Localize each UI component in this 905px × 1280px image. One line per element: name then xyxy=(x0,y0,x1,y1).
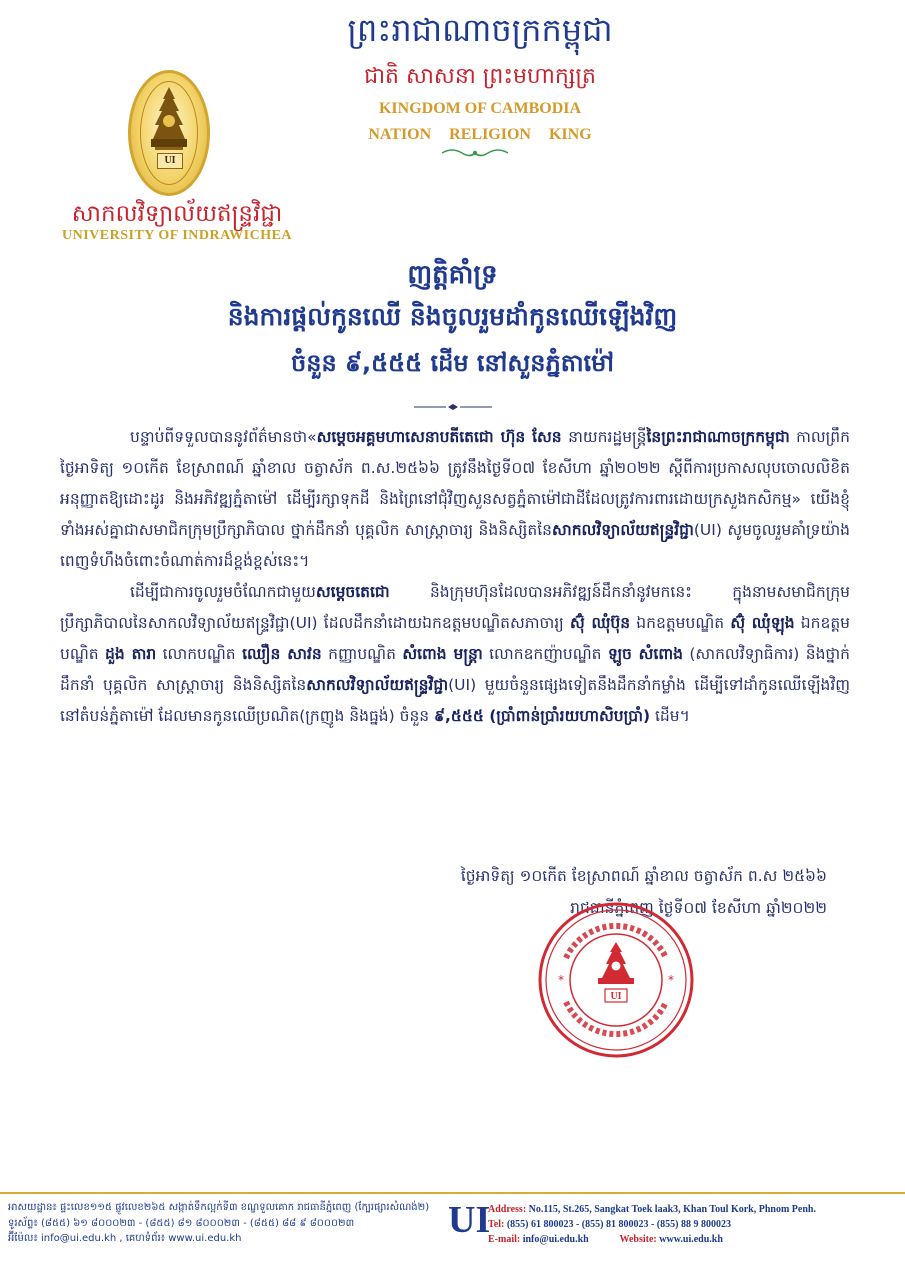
footer-email-label: E-mail: xyxy=(488,1234,521,1245)
seal-ui-tag: UI xyxy=(610,991,622,1002)
emphasis-text: ឈឿន សាវន xyxy=(242,645,322,663)
ornament-divider-icon xyxy=(440,146,510,160)
footer-web-khmer-label: គេហទំព័រ៖ xyxy=(125,1233,166,1244)
logo-ui-tag: UI xyxy=(157,153,183,169)
temple-emblem-icon xyxy=(131,73,207,193)
body-text: ដើម។ xyxy=(650,707,690,725)
body-text: បន្ទាប់ពីទទួលបាននូវព័ត៌មានថា« xyxy=(130,428,317,446)
body-text: កញ្ញាបណ្ឌិត xyxy=(321,645,403,663)
kingdom-title-english: KINGDOM OF CAMBODIA xyxy=(378,100,582,117)
body-text: លោកបណ្ឌិត xyxy=(156,645,243,663)
emphasis-text: សំពោង មន្ត្រា xyxy=(402,645,483,663)
footer-email-khmer-label: អ៊ីម៉ែល៖ xyxy=(8,1233,38,1244)
university-logo xyxy=(128,70,210,196)
footer-tel-english: (855) 61 800023 - (855) 81 800023 - (855) 88 9 800023 xyxy=(506,1219,731,1230)
date-lunar: ថ្ងៃអាទិត្យ ១០កើត ខែស្រាពណ៍ ឆ្នាំខាល ចត្វាស័ក ព.ស ២៥៦៦ xyxy=(460,867,827,885)
motto-english: NATION RELIGION KING xyxy=(368,126,592,143)
footer-rule xyxy=(0,1192,905,1194)
footer-address-khmer: អាសយដ្ឋាន៖ ផ្ទះលេខ១១៥ ផ្លូវលេខ២៦៥ សង្កាត់ទឹកល្អក់ទី៣ ខណ្ឌទួលគោក រាជធានីភ្នំពេញ (ក្បែរផ្សារសំណង់២) xyxy=(8,1202,430,1213)
emphasis-text: សម្តេចអគ្គមហាសេនាបតីតេជោ ហ៊ុន សែន xyxy=(316,428,562,446)
emphasis-text: ដួង តារា xyxy=(105,645,157,663)
footer-english xyxy=(488,1202,898,1247)
emphasis-text: នៃព្រះរាជាណាចក្រកម្ពុជា xyxy=(646,428,790,446)
university-name-khmer: សាកលវិទ្យាល័យឥន្ទ្រវិជ្ជា xyxy=(71,201,283,227)
title-line-3: ចំនួន ៩,៥៥៥ ដើម នៅសួនភ្នំតាម៉ៅ xyxy=(290,349,615,377)
body-text: លោកឧកញ៉ាបណ្ឌិត xyxy=(482,645,608,663)
university-seal-icon xyxy=(536,900,696,1060)
footer-khmer xyxy=(8,1200,448,1247)
title-line-1: ញត្តិគាំទ្រ xyxy=(407,260,498,290)
emphasis-text: សាកលវិទ្យាល័យឥន្ទ្រវិជ្ជា xyxy=(306,676,449,694)
svg-text:*: * xyxy=(558,973,564,987)
footer-address-label: Address: xyxy=(488,1204,527,1215)
body-text: (UI) មួយចំនួនផ្សេងទៀតនឹងដឹកនាំកម្លាំង ដើម្បីទៅដាំកូនឈើឡើងវិញនៅតំបន់ភ្នំតាម៉ៅ ដែលមានកូនឈើប្រណិត(ក្រញូង និងធ្នង់) ចំនួន xyxy=(60,676,851,725)
letter-body xyxy=(60,422,850,732)
footer-contact-khmer-row: អ៊ីម៉ែល៖ info@ui.edu.kh , គេហទំព័រ៖ www.ui.edu.kh xyxy=(8,1233,242,1244)
footer-address-english: No.115, St.265, Sangkat Toek laak3, Khan Toul Kork, Phnom Penh. xyxy=(528,1204,816,1215)
body-text: (សាកលវិទ្យាធិការ) និងថ្នាក់ដឹកនាំ បុគ្គលិក សាស្ត្រាចារ្យ និងនិស្សិតនៃ xyxy=(60,645,851,694)
body-text: ឯកឧត្តមបណ្ឌិត xyxy=(630,614,731,632)
motto-khmer: ជាតិ សាសនា ព្រះមហាក្សត្រ xyxy=(364,64,596,89)
footer-email-khmer[interactable]: info@ui.edu.kh xyxy=(40,1233,117,1244)
paragraph-2 xyxy=(60,577,850,732)
footer-phone-khmer-label: ទូរស័ព្ទ៖ xyxy=(8,1217,38,1229)
footer-phone-khmer: (៨៥៥) ៦១ ៨០០០២៣ - (៨៥៥) ៨១ ៨០០០២៣ - (៨៥៥) ៨៨ ៩ ៨០០០២៣ xyxy=(40,1217,355,1229)
paragraph-1 xyxy=(60,422,850,577)
body-text: និងក្រុមហ៊ុនដែលបានអភិវឌ្ឍន៍ដឹកនាំនូវមកនេះ ក្នុងនាមសមាជិកក្រុមប្រឹក្សាភិបាលនៃសាកលវិទ្យាល័យឥន្ទ្រវិជ្ជា(UI) ដែលដឹកនាំដោយឯកឧត្តមបណ្ឌិតសភាចារ្យ xyxy=(60,583,850,632)
footer-website-label: Website: xyxy=(619,1234,657,1245)
footer-website-english[interactable]: www.ui.edu.kh xyxy=(659,1234,723,1245)
emphasis-text: សម្តេចតេជោ xyxy=(315,583,390,601)
footer-address-row xyxy=(488,1202,898,1217)
body-text: ឯកឧត្តមបណ្ឌិត xyxy=(60,614,851,663)
body-text: កាលព្រឹកថ្ងៃអាទិត្យ ១០កើត ខែស្រាពណ៍ ឆ្នាំខាល ចត្វាស័ក ព.ស.២៥៦៦ ត្រូវនឹងថ្ងៃទី០៧ ខែសីហា ឆ្នាំ២០២២ ស្តីពីការប្រកាសលុបចោលលិខិតអនុញ្ញាតឱ្យដោះដូរ និងអភិវឌ្ឍភ្នំតាម៉ៅ ដើម្បីរក្សាទុកដី និងព្រៃនៅជុំវិញសួនសត្វភ្នំតាម៉ៅជាដីដែលត្រូវការពារដោយក្រសួងកសិកម្ម» យើងខ្ញុំទាំងអស់គ្នាជាសមាជិកក្រុមប្រឹក្សាភិបាល ថ្នាក់ដឹកនាំ បុគ្គលិក សាស្ត្រាចារ្យ និងនិស្សិតនៃ xyxy=(60,428,850,539)
emphasis-text: ៩,៥៥៥ (ប្រាំពាន់ប្រាំរយហាសិបប្រាំ) xyxy=(434,707,651,725)
footer-ui-logo: UI xyxy=(448,1199,491,1241)
emphasis-text: សាកលវិទ្យាល័យឥន្ទ្រវិជ្ជា xyxy=(552,521,694,539)
footer-phone-khmer-row xyxy=(8,1216,448,1232)
title-line-2: និងការផ្តល់កូនឈើ និងចូលរួមដាំកូនឈើឡើងវិញ xyxy=(227,302,678,331)
title-divider-icon xyxy=(412,402,494,412)
body-text: ដើម្បីជាការចូលរួមចំណែកជាមួយ xyxy=(130,583,316,601)
body-text: (UI) សូមចូលរួមគាំទ្រយ៉ាងពេញទំហឹងចំពោះចំណាត់ការដ៏ខ្ពង់ខ្ពស់នេះ។ xyxy=(60,521,850,570)
emphasis-text: ឡូច សំពោង xyxy=(607,645,683,663)
footer-tel-label: Tel: xyxy=(488,1219,505,1230)
footer-tel-row xyxy=(488,1217,898,1232)
emphasis-text: ស៊ុំ ឈុំប៊ុន xyxy=(570,614,631,632)
svg-text:*: * xyxy=(668,973,674,987)
emphasis-text: ស៊ុំ ឈុំឡុង xyxy=(730,614,795,632)
footer-email-web-row xyxy=(488,1232,898,1247)
footer-web-khmer[interactable]: www.ui.edu.kh xyxy=(168,1233,242,1244)
university-name-english: UNIVERSITY OF INDRAWICHEA xyxy=(62,228,293,243)
kingdom-title-khmer: ព្រះរាជាណាចក្រកម្ពុជា xyxy=(347,11,613,49)
footer-email-english[interactable]: info@ui.edu.kh xyxy=(522,1234,589,1245)
date-place-solar: រាជធានីភ្នំពេញ ថ្ងៃទី០៧ ខែសីហា ឆ្នាំ២០២២ xyxy=(570,899,827,917)
body-text: នាយករដ្ឋមន្ត្រី xyxy=(561,428,647,446)
